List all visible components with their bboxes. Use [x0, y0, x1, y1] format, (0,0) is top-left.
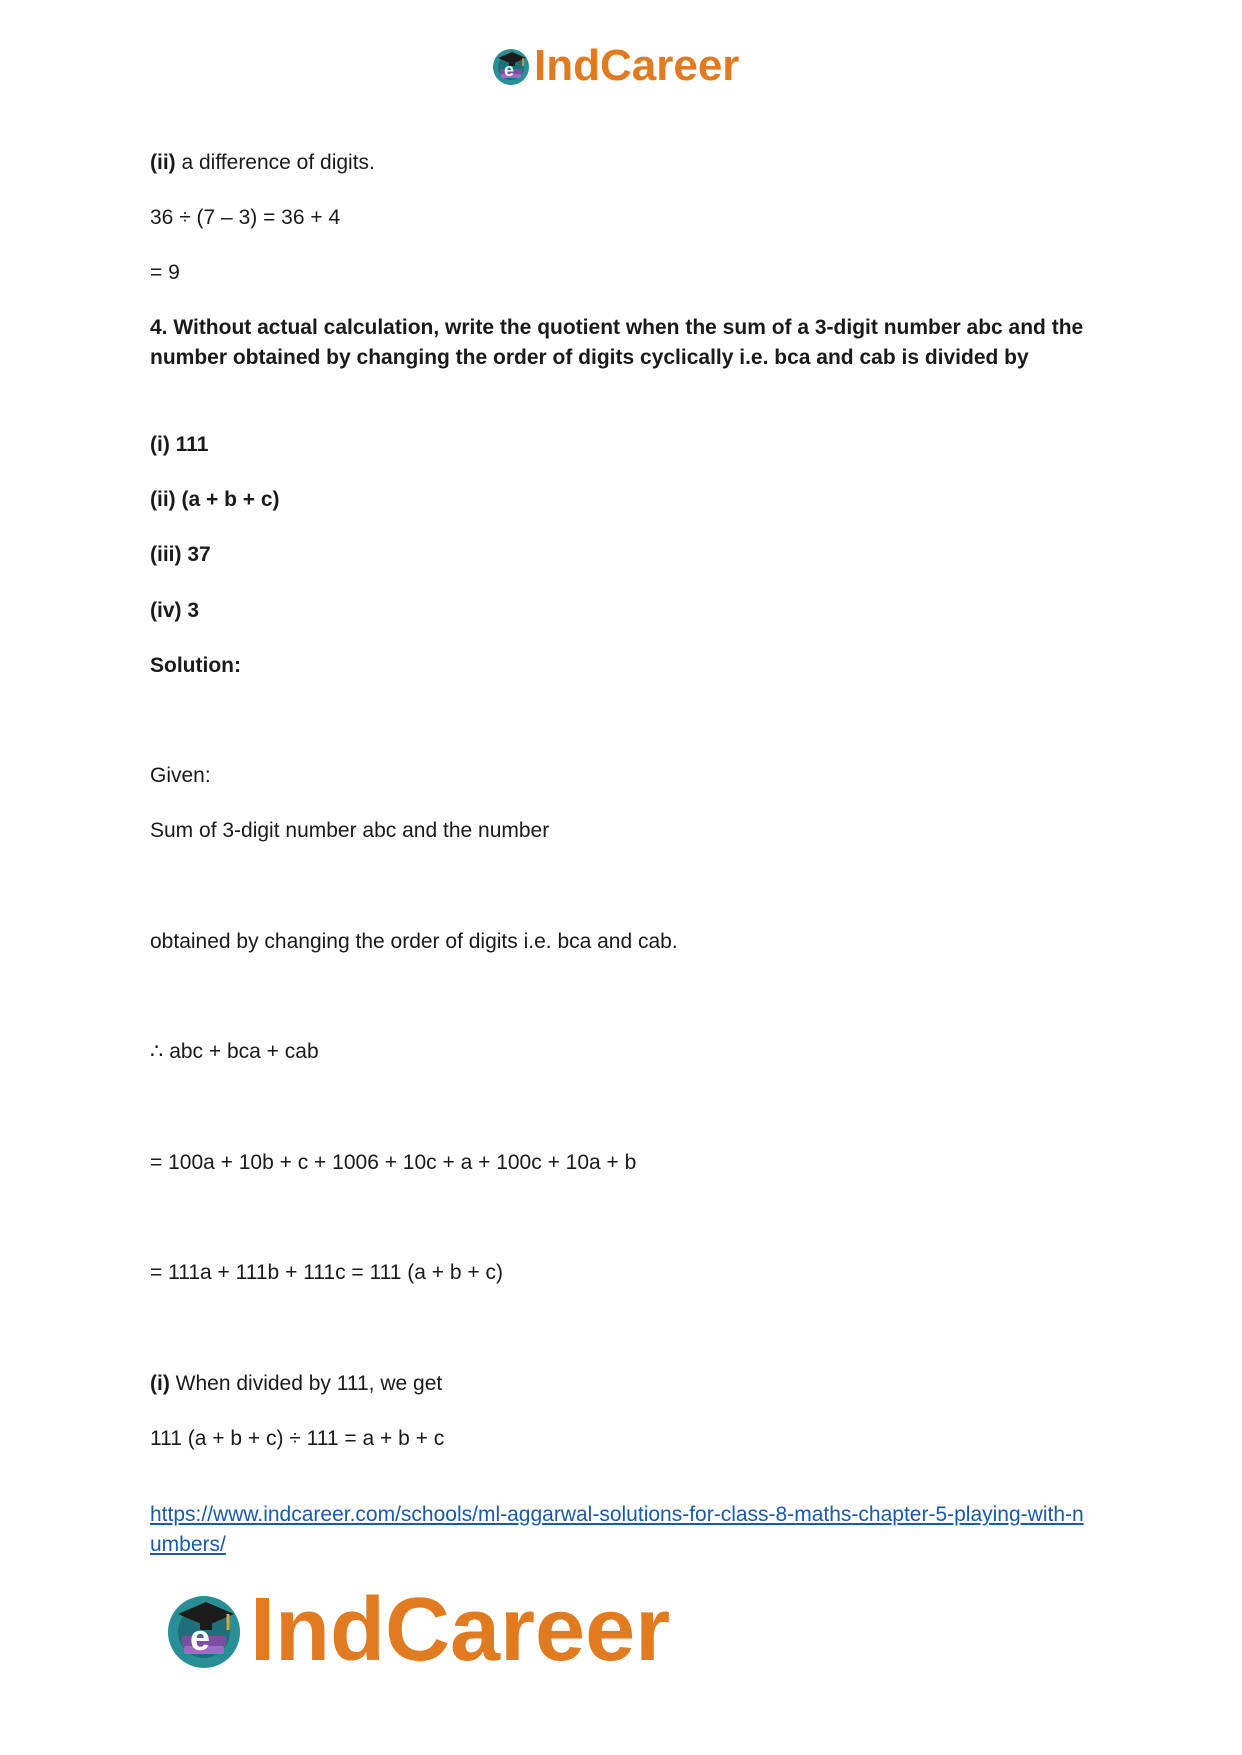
logo-text: IndCareer — [534, 41, 740, 90]
header-logo — [490, 40, 739, 92]
difference-line — [150, 148, 375, 178]
source-link[interactable]: https://www.indcareer.com/schools/ml-aggarwal-solutions-for-class-8-maths-chapter-5-playing-with-numbers/ — [150, 1503, 1084, 1556]
svg-text:e: e — [504, 60, 515, 80]
solution-line: = 100a + 10b + c + 1006 + 10c + a + 100c + 10a + b — [150, 1151, 637, 1174]
solution-line: 111 (a + b + c) ÷ 111 = a + b + c — [150, 1427, 445, 1450]
graduation-book-icon — [490, 45, 532, 87]
part-i-line — [150, 1369, 442, 1399]
math-line: 36 ÷ (7 – 3) = 36 + 4 — [150, 206, 341, 229]
option-iv: (iv) 3 — [150, 599, 200, 622]
solution-line: = 111a + 111b + 111c = 111 (a + b + c) — [150, 1261, 503, 1284]
part-text: When divided by 111, we get — [169, 1372, 443, 1395]
logo-text: IndCareer — [250, 1580, 671, 1680]
given-label: Given: — [150, 764, 211, 787]
svg-text:e: e — [190, 1617, 211, 1658]
part-label: (i) — [150, 1372, 170, 1395]
part-label: (ii) — [150, 151, 176, 174]
solution-line: obtained by changing the order of digits i.e. bca and cab. — [150, 930, 678, 953]
question-text: 4. Without actual calculation, write the quotient when the sum of a 3-digit number abc and the number obtained by changing the order of digits cyclically i.e. bca and cab is divided by — [150, 316, 1084, 369]
option-i: (i) 111 — [150, 433, 209, 456]
graduation-book-icon — [162, 1588, 246, 1672]
solution-line: ∴ abc + bca + cab — [150, 1040, 319, 1063]
option-ii: (ii) (a + b + c) — [150, 488, 280, 511]
footer-logo — [162, 1580, 670, 1680]
solution-line: Sum of 3-digit number abc and the number — [150, 819, 550, 842]
math-line: = 9 — [150, 261, 180, 284]
solution-heading: Solution: — [150, 654, 241, 677]
option-iii: (iii) 37 — [150, 543, 211, 566]
part-text: a difference of digits. — [175, 151, 375, 174]
